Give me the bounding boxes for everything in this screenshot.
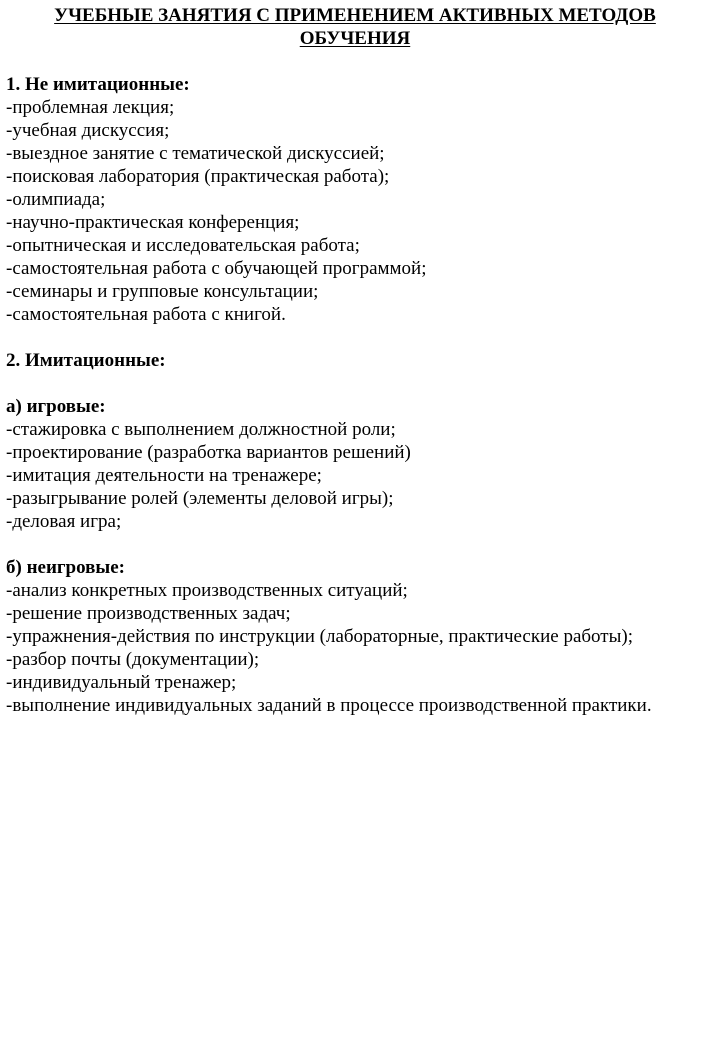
subsection-game (6, 395, 704, 533)
list-item: -решение производственных задач; (6, 603, 291, 624)
list-item: -индивидуальный тренажер; (6, 672, 237, 693)
spacer (6, 50, 704, 73)
section-imitation (6, 349, 704, 372)
list-item: -разыгрывание ролей (элементы деловой игры); (6, 488, 394, 509)
subsection-list (6, 418, 704, 533)
title-line-1: УЧЕБНЫЕ ЗАНЯТИЯ С ПРИМЕНЕНИЕМ АКТИВНЫХ МЕТОДОВ (54, 5, 656, 26)
list-item: -семинары и групповые консультации; (6, 281, 319, 302)
subsection-heading: б) неигровые: (6, 557, 125, 578)
list-item: -упражнения-действия по инструкции (лабораторные, практические работы); (6, 626, 633, 647)
list-item: -самостоятельная работа с обучающей программой; (6, 258, 427, 279)
list-item: -самостоятельная работа с книгой. (6, 304, 286, 325)
subsection-list (6, 579, 704, 717)
section-non-imitation (6, 73, 704, 326)
list-item: -опытническая и исследовательская работа; (6, 235, 360, 256)
spacer (6, 372, 704, 395)
list-item: -выездное занятие с тематической дискуссией; (6, 143, 385, 164)
list-item: -стажировка с выполнением должностной роли; (6, 419, 396, 440)
subsection-heading: а) игровые: (6, 396, 106, 417)
list-item: -научно-практическая конференция; (6, 212, 300, 233)
list-item: -разбор почты (документации); (6, 649, 260, 670)
section-list (6, 96, 704, 326)
list-item: -выполнение индивидуальных заданий в процессе производственной практики. (6, 695, 652, 716)
subsection-non-game (6, 556, 704, 717)
spacer (6, 533, 704, 556)
list-item: -поисковая лаборатория (практическая работа); (6, 166, 390, 187)
list-item: -проблемная лекция; (6, 97, 175, 118)
spacer (6, 326, 704, 349)
list-item: -учебная дискуссия; (6, 120, 170, 141)
list-item: -олимпиада; (6, 189, 106, 210)
document-title (6, 0, 704, 50)
section-heading: 2. Имитационные: (6, 350, 166, 371)
list-item: -имитация деятельности на тренажере; (6, 465, 322, 486)
section-heading: 1. Не имитационные: (6, 74, 190, 95)
title-line-2: ОБУЧЕНИЯ (299, 28, 411, 49)
list-item: -анализ конкретных производственных ситуаций; (6, 580, 408, 601)
list-item: -деловая игра; (6, 511, 122, 532)
list-item: -проектирование (разработка вариантов решений) (6, 442, 411, 463)
